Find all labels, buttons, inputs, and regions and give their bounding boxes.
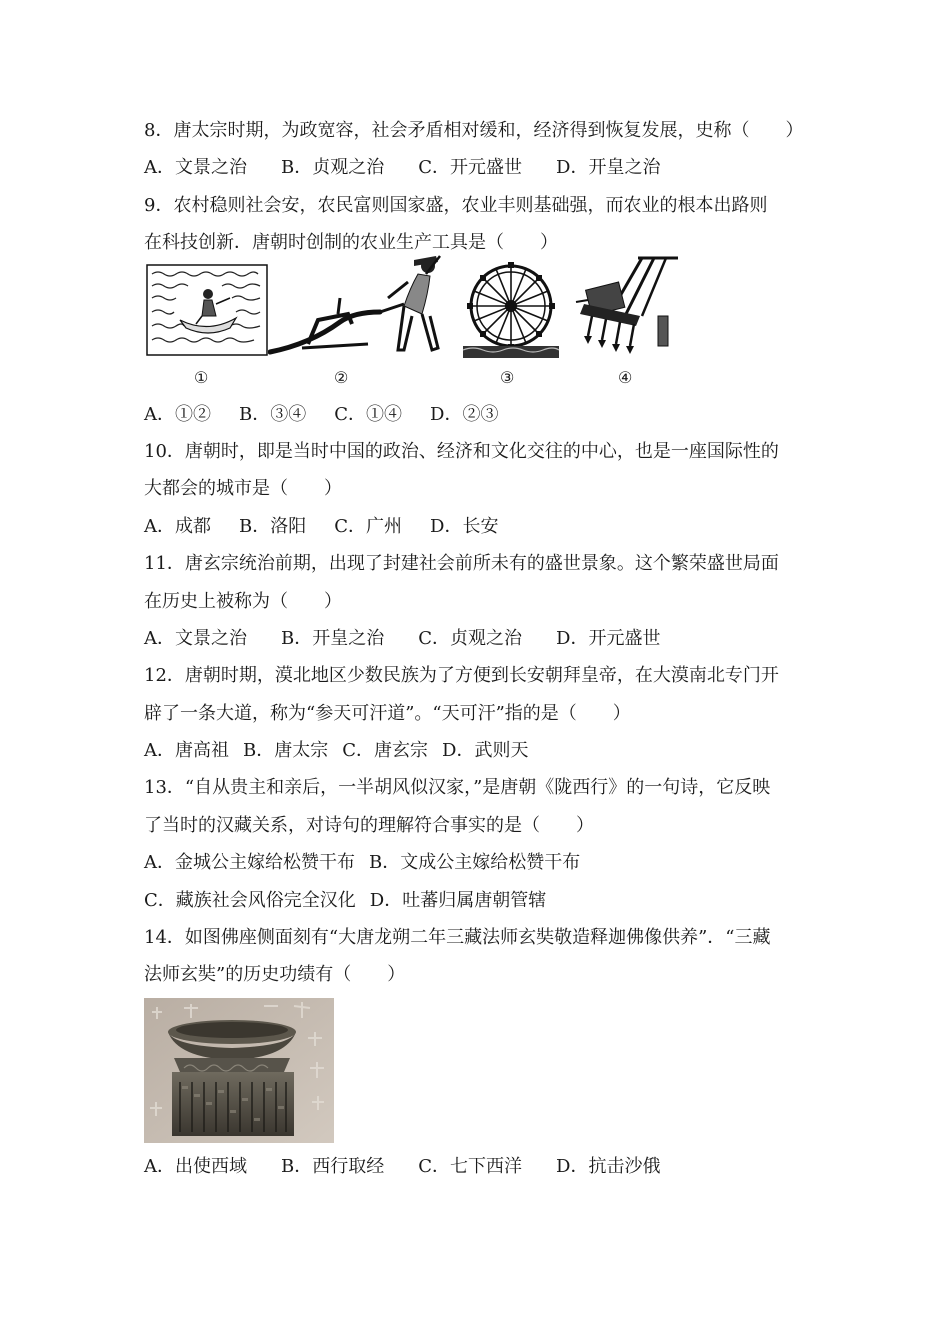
question-8 xyxy=(144,112,814,187)
question-text: 12．唐朝时期，漠北地区少数民族为了方便到长安朝拜皇帝，在大漠南北专门开 xyxy=(144,665,779,687)
farm-tool-1-image xyxy=(146,264,268,356)
question-text: 在科技创新．唐朝时创制的农业生产工具是（ ） xyxy=(144,232,558,254)
option-c[interactable]: C．七下西洋 xyxy=(418,1155,523,1177)
question-9 xyxy=(144,187,814,433)
options-row xyxy=(144,620,814,657)
option-c[interactable]: C．藏族社会风俗完全汉化 xyxy=(144,889,356,911)
option-b[interactable]: B．③④ xyxy=(239,403,307,425)
question-13 xyxy=(144,769,814,919)
option-d[interactable]: D．开皇之治 xyxy=(556,157,661,179)
question-text: 10．唐朝时，即是当时中国的政治、经济和文化交往的中心，也是一座国际性的 xyxy=(144,440,779,462)
option-c[interactable]: C．开元盛世 xyxy=(418,157,523,179)
question-text: 大都会的城市是（ ） xyxy=(144,478,342,500)
question-text: 8．唐太宗时期，为政宽容，社会矛盾相对缓和，经济得到恢复发展，史称（ ） xyxy=(144,120,804,141)
farm-tool-3-image xyxy=(462,260,560,360)
option-d[interactable]: D．长安 xyxy=(430,515,499,537)
question-11 xyxy=(144,545,814,657)
question-text: 9．农村稳则社会安，农民富则国家盛，农业丰则基础强，而农业的根本出路则 xyxy=(144,194,768,216)
question-text: 法师玄奘”的历史功绩有（ ） xyxy=(144,964,406,986)
farm-tool-4-image xyxy=(574,252,684,364)
options-row xyxy=(144,396,814,433)
option-a[interactable]: A．金城公主嫁给松赞干布 xyxy=(144,852,355,874)
option-a[interactable]: A．文景之治 xyxy=(144,627,247,649)
figure-label-3: ③ xyxy=(500,367,515,387)
question-text: 14．如图佛座侧面刻有“大唐龙朔二年三藏法师玄奘敬造释迦佛像供养”．“三藏 xyxy=(144,927,771,949)
figure-label-2: ② xyxy=(334,367,349,387)
question-12 xyxy=(144,657,814,769)
options-row xyxy=(144,882,814,919)
option-b[interactable]: B．西行取经 xyxy=(281,1155,385,1177)
options-row xyxy=(144,732,814,769)
option-c[interactable]: C．唐玄宗 xyxy=(342,740,429,762)
farm-tools-figure xyxy=(144,264,814,396)
option-b[interactable]: B．唐太宗 xyxy=(243,740,329,762)
question-text: 在历史上被称为（ ） xyxy=(144,590,342,612)
options-row xyxy=(144,149,814,186)
option-a[interactable]: A．出使西域 xyxy=(144,1155,247,1177)
option-b[interactable]: B．文成公主嫁给松赞干布 xyxy=(369,852,581,874)
option-a[interactable]: A．唐高祖 xyxy=(144,740,229,762)
option-b[interactable]: B．贞观之治 xyxy=(281,157,385,179)
option-a[interactable]: A．文景之治 xyxy=(144,157,247,179)
option-c[interactable]: C．广州 xyxy=(334,515,403,537)
question-10 xyxy=(144,433,814,545)
option-d[interactable]: D．吐蕃归属唐朝管辖 xyxy=(369,889,547,911)
option-a[interactable]: A．成都 xyxy=(144,515,211,537)
question-text: 了当时的汉藏关系，对诗句的理解符合事实的是（ ） xyxy=(144,814,594,836)
exam-page xyxy=(144,112,814,1185)
question-text: 11．唐玄宗统治前期，出现了封建社会前所未有的盛世景象。这个繁荣盛世局面 xyxy=(144,553,779,575)
question-text: 13．“自从贵主和亲后，一半胡风似汉家，”是唐朝《陇西行》的一句诗，它反映 xyxy=(144,777,771,799)
option-a[interactable]: A．①② xyxy=(144,403,211,425)
option-d[interactable]: D．②③ xyxy=(430,403,499,425)
options-row xyxy=(144,508,814,545)
question-14 xyxy=(144,919,814,1185)
option-b[interactable]: B．开皇之治 xyxy=(281,627,385,649)
option-c[interactable]: C．①④ xyxy=(334,403,403,425)
buddha-seat-figure xyxy=(144,998,814,1148)
option-d[interactable]: D．武则天 xyxy=(442,740,529,762)
question-text: 辟了一条大道，称为“参天可汗道”。“天可汗”指的是（ ） xyxy=(144,702,631,724)
option-b[interactable]: B．洛阳 xyxy=(239,515,307,537)
farm-tool-2-image xyxy=(268,252,458,360)
figure-label-4: ④ xyxy=(618,367,633,387)
option-c[interactable]: C．贞观之治 xyxy=(418,627,523,649)
options-row xyxy=(144,844,814,881)
option-d[interactable]: D．开元盛世 xyxy=(556,627,661,649)
buddha-seat-photo xyxy=(144,998,334,1143)
figure-label-1: ① xyxy=(194,367,209,387)
options-row xyxy=(144,1148,814,1185)
option-d[interactable]: D．抗击沙俄 xyxy=(556,1155,661,1177)
